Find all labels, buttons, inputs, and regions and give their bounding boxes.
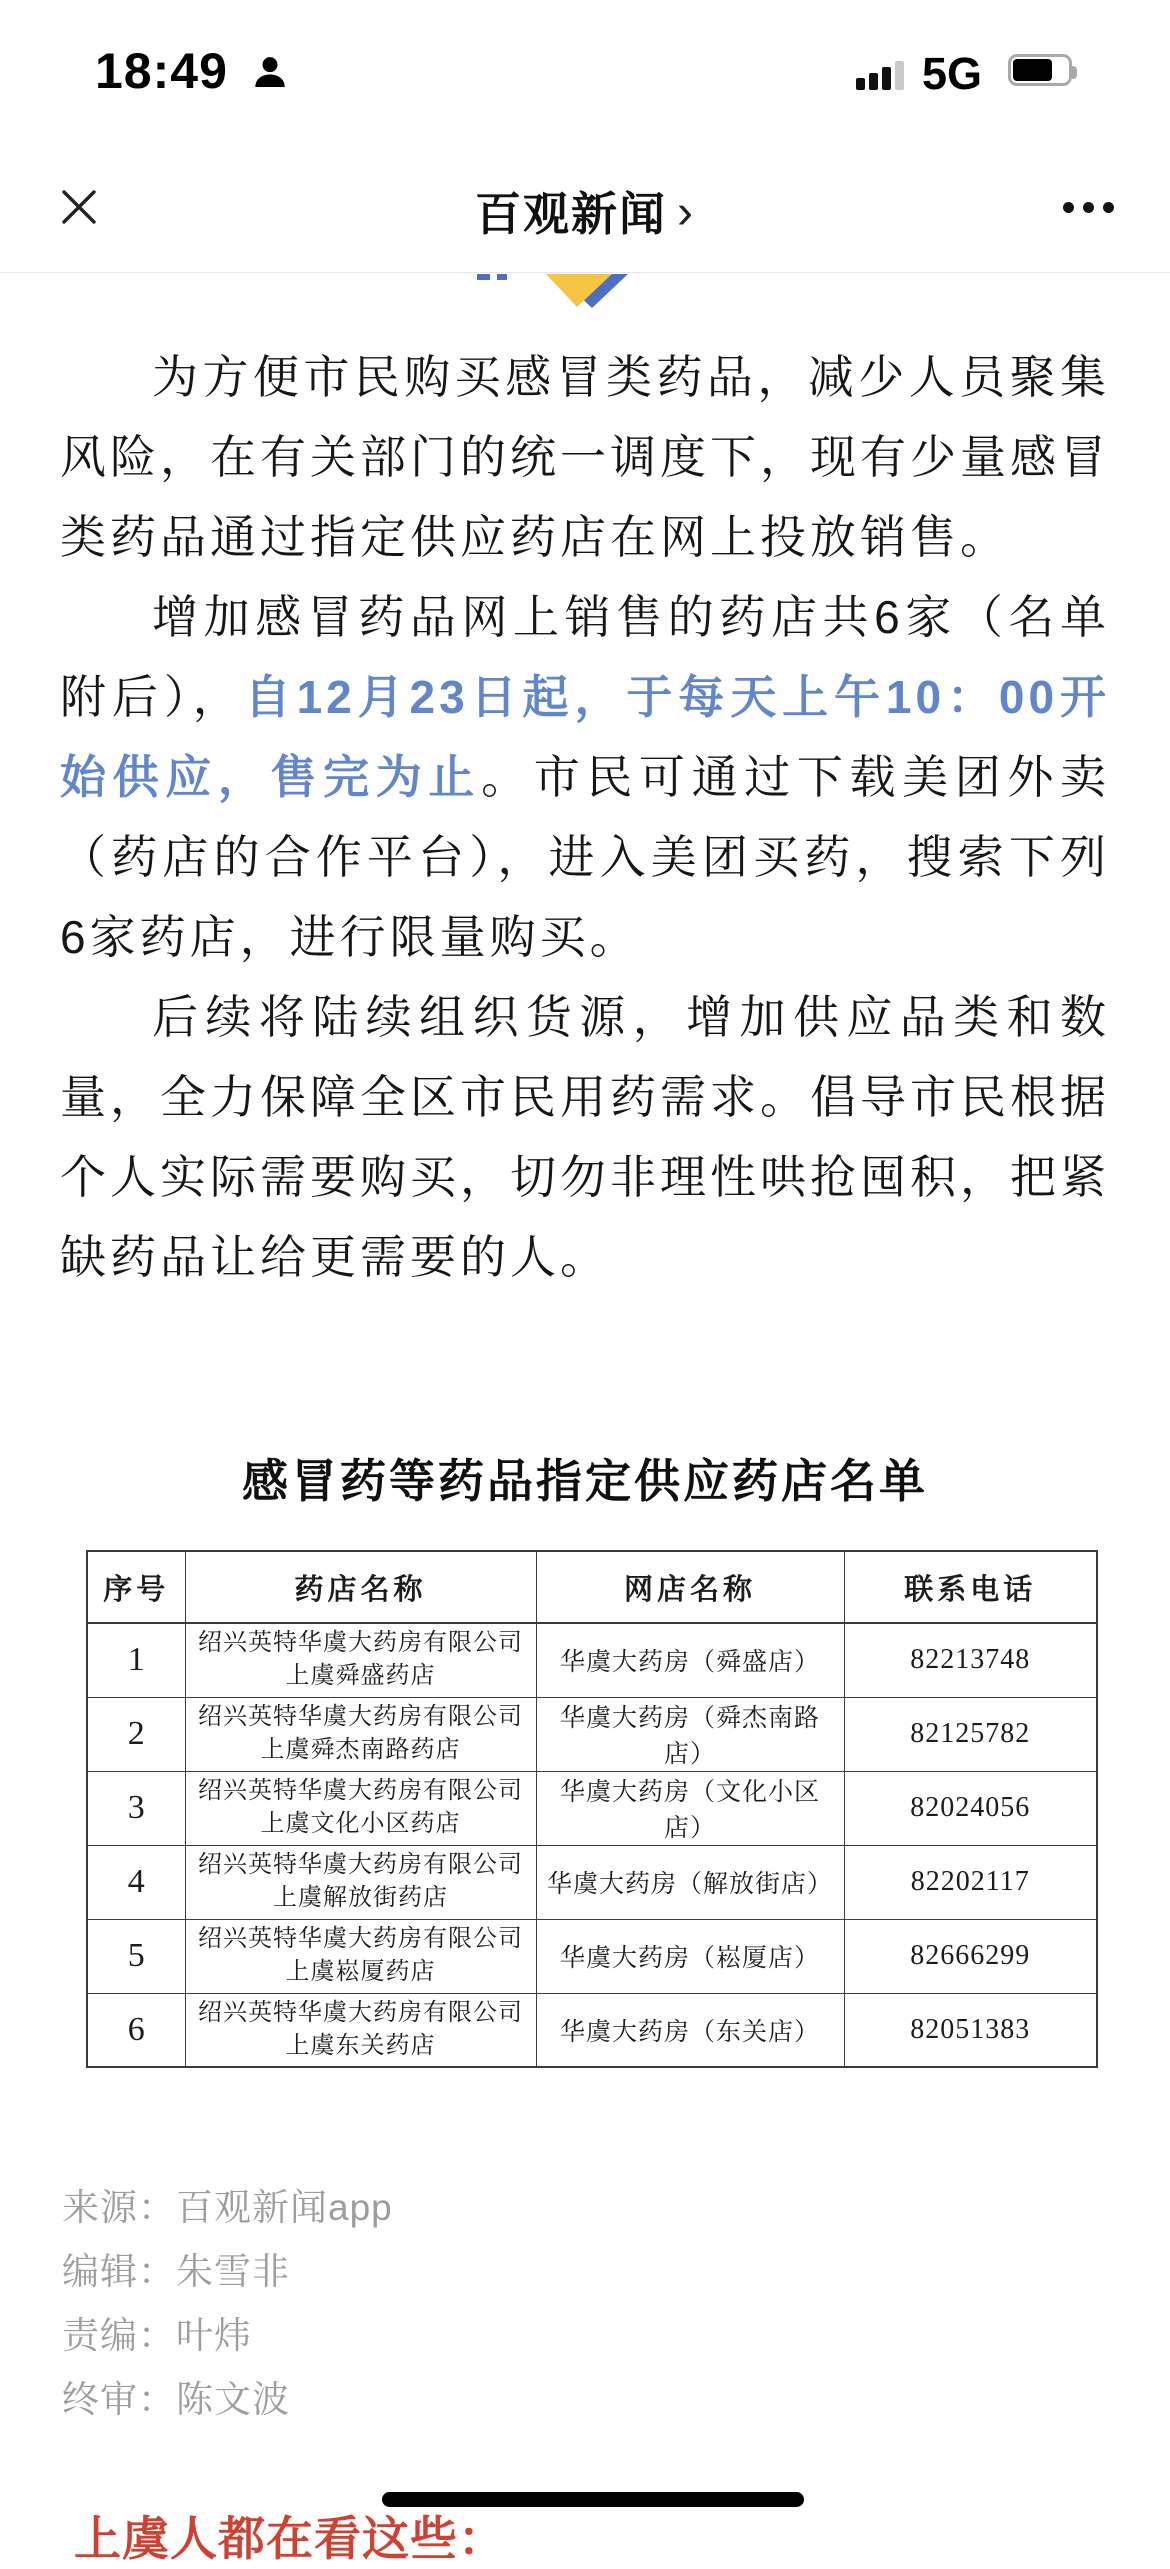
- table-row: [87, 1993, 1097, 2067]
- status-time: 18:49: [95, 43, 228, 99]
- row-index: 5: [87, 1919, 185, 1993]
- table-header-row: [87, 1551, 1097, 1623]
- phone-cell: 82666299: [844, 1919, 1097, 1993]
- phone-cell: 82051383: [844, 1993, 1097, 2067]
- pharmacy-name-cell: 绍兴英特华虞大药房有限公司 上虞解放街药店: [185, 1845, 536, 1919]
- pharmacy-table-body: [87, 1623, 1097, 2067]
- online-shop-cell: 华虞大药房（东关店）: [536, 1993, 844, 2067]
- table-row: [87, 1697, 1097, 1771]
- phone-cell: 82125782: [844, 1697, 1097, 1771]
- table-row: [87, 1919, 1097, 1993]
- pharmacy-name-cell: 绍兴英特华虞大药房有限公司 上虞东关药店: [185, 1993, 536, 2067]
- pharmacy-name-cell: 绍兴英特华虞大药房有限公司 上虞崧厦药店: [185, 1919, 536, 1993]
- online-shop-cell: 华虞大药房（崧厦店）: [536, 1919, 844, 1993]
- table-title: 感冒药等药品指定供应药店名单: [242, 1455, 928, 1507]
- phone-cell: 82024056: [844, 1771, 1097, 1845]
- credit-source: 来源：百观新闻app: [62, 2187, 393, 2228]
- person-icon: [250, 52, 290, 97]
- chevron-right-icon: ›: [677, 186, 695, 239]
- home-indicator[interactable]: [382, 2492, 804, 2507]
- banner-image-fragment: [497, 274, 507, 280]
- row-index: 4: [87, 1845, 185, 1919]
- table-row: [87, 1845, 1097, 1919]
- paragraph-2-highlight: 自12月23日起，于每天上午10：00开始供应，售完为止: [60, 671, 1111, 803]
- pharmacy-name-cell: 绍兴英特华虞大药房有限公司 上虞舜盛药店: [185, 1623, 536, 1697]
- credit-editor: 编辑：朱雪非: [62, 2251, 290, 2292]
- banner-image-fragment: [546, 274, 628, 315]
- row-index: 3: [87, 1771, 185, 1845]
- online-shop-cell: 华虞大药房（舜杰南路店）: [536, 1697, 844, 1771]
- credit-duty-editor: 责编：叶炜: [62, 2315, 252, 2356]
- row-index: 2: [87, 1697, 185, 1771]
- table-row: [87, 1623, 1097, 1697]
- row-index: 6: [87, 1993, 185, 2067]
- pharmacy-name-cell: 绍兴英特华虞大药房有限公司 上虞文化小区药店: [185, 1771, 536, 1845]
- phone-cell: 82213748: [844, 1623, 1097, 1697]
- paragraph-2-pre: 增加感冒药品网上销售的药店共6家（名单附后），: [60, 591, 1110, 723]
- related-articles-heading: 上虞人都在看这些：: [74, 2512, 506, 2565]
- account-title[interactable]: [0, 178, 1170, 244]
- article-credits: [62, 2176, 393, 2432]
- signal-bars-icon: [856, 58, 908, 90]
- battery-icon: [1008, 54, 1072, 86]
- pharmacy-table: [86, 1550, 1098, 2068]
- row-index: 1: [87, 1623, 185, 1697]
- account-title-label: 百观新闻: [475, 188, 667, 240]
- credit-final-review: 终审：陈文波: [62, 2379, 290, 2420]
- online-shop-cell: 华虞大药房（舜盛店）: [536, 1623, 844, 1697]
- navbar: [0, 100, 1170, 273]
- col-header-pharmacy: 药店名称: [185, 1551, 536, 1623]
- banner-image-fragment: [477, 274, 490, 280]
- battery-nub: [1072, 66, 1077, 79]
- paragraph-1: 为方便市民购买感冒类药品，减少人员聚集风险，在有关部门的统一调度下，现有少量感冒类药品通过指定供应药店在网上投放销售。: [60, 351, 1110, 563]
- col-header-shop: 网店名称: [536, 1551, 844, 1623]
- battery-fill: [1013, 59, 1052, 81]
- article-body: [60, 337, 1110, 1297]
- more-icon[interactable]: [1063, 202, 1114, 213]
- col-header-index: 序号: [87, 1551, 185, 1623]
- table-row: [87, 1771, 1097, 1845]
- pharmacy-name-cell: 绍兴英特华虞大药房有限公司 上虞舜杰南路药店: [185, 1697, 536, 1771]
- col-header-phone: 联系电话: [844, 1551, 1097, 1623]
- network-type-label: 5G: [922, 48, 983, 99]
- paragraph-3: 后续将陆续组织货源，增加供应品类和数量，全力保障全区市民用药需求。倡导市民根据个人实际需要购买，切勿非理性哄抢囤积，把紧缺药品让给更需要的人。: [60, 991, 1110, 1283]
- online-shop-cell: 华虞大药房（解放街店）: [536, 1845, 844, 1919]
- paragraph-2-post: 。市民可通过下载美团外卖（药店的合作平台），进入美团买药，搜索下列6家药店，进行限量购买。: [60, 751, 1111, 963]
- phone-cell: 82202117: [844, 1845, 1097, 1919]
- paragraph-2: [60, 577, 1110, 977]
- online-shop-cell: 华虞大药房（文化小区店）: [536, 1771, 844, 1845]
